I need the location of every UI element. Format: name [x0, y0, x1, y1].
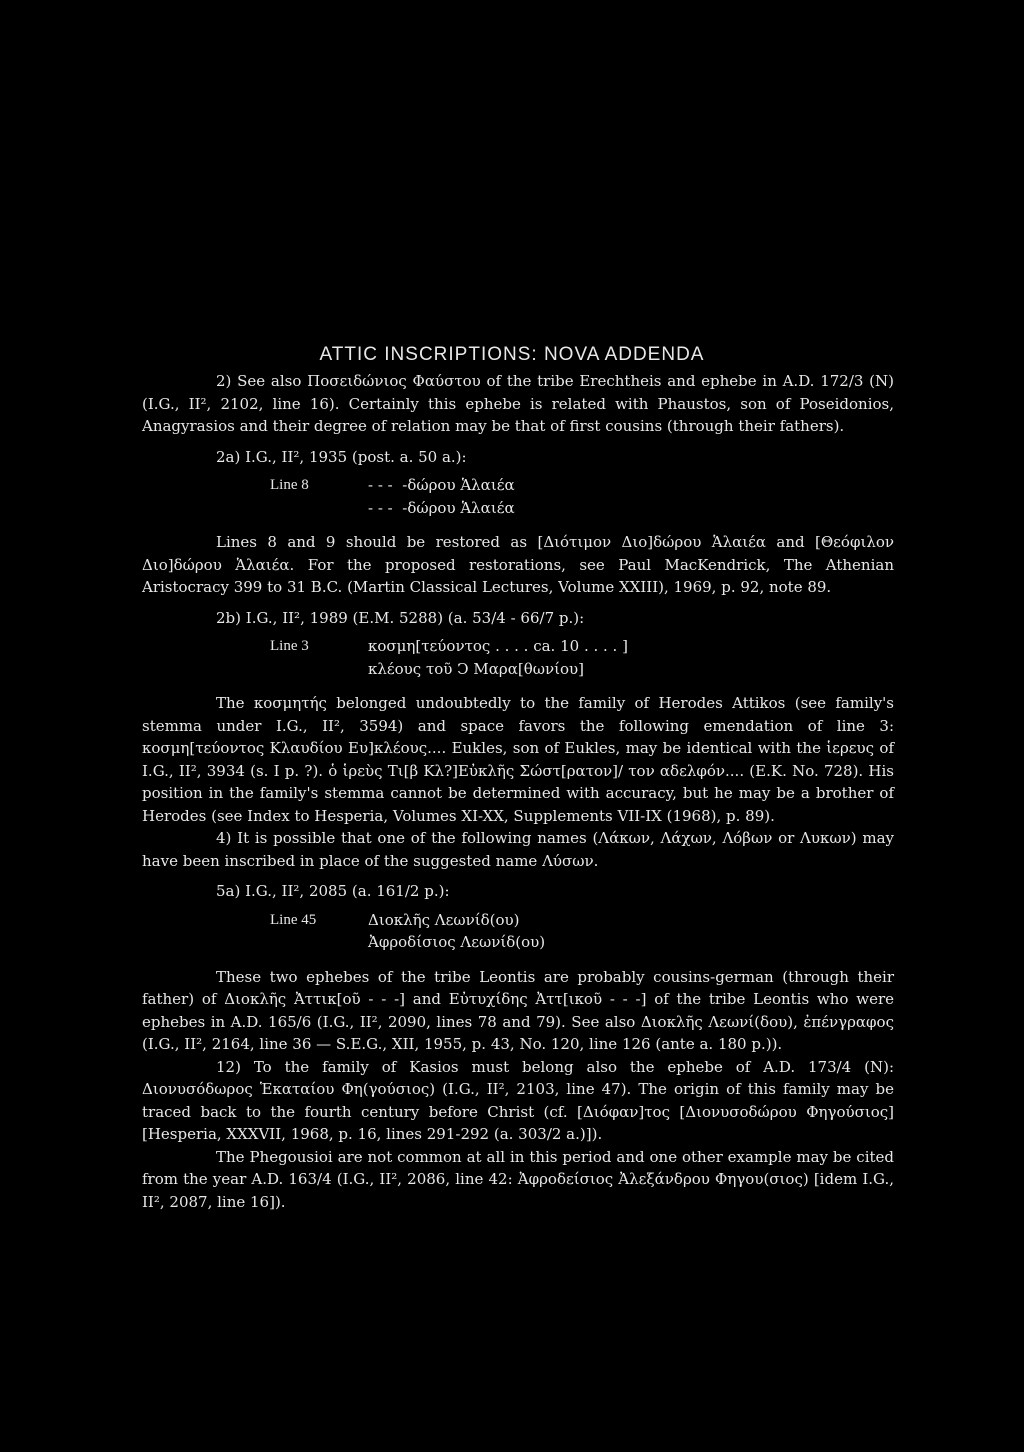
paragraph-2b: The κοσμητής belonged undoubtedly to the family of Herodes Attikos (see family's stemma under I.G., II², 3594) and space favors the following emendation of line 3: κοσμη[τεύοντος Κλαυδίου Ευ]κλέους.... Eukles, son of Eukles, may be identical with the ἱερευς of I.G., II², 3934 (s. I p. ?). ὁ ἱρεὺς Τι[β Κλ?]Εὐκλῆς Σώστ[ρατον]/ τον αδελφόν.... (E.K. No. 728). His position in the family's stemma cannot be determined with accuracy, but he may be a brother of Herodes (see Index to Hesperia, Volumes XI-XX, Supplements VII-IX (1968), p. 89).	[142, 694, 894, 825]
inscription-line: κοσμη[τεύοντος . . . . ca. 10 . . . . ]	[368, 637, 628, 655]
inscription-line: - - - -δώρου Ἁλαιέα	[368, 498, 515, 517]
inscription-line-label: Line 8	[270, 477, 309, 493]
reference-2b: 2b) I.G., II², 1989 (E.M. 5288) (a. 53/4 - 66/7 p.):	[216, 608, 585, 627]
reference-5a: 5a) I.G., II², 2085 (a. 161/2 p.):	[216, 882, 450, 900]
inscription-line-label: Line 3	[270, 638, 309, 654]
reference-2a: 2a) I.G., II², 1935 (post. a. 50 a.):	[216, 447, 467, 466]
inscription-line-label: Line 45	[270, 911, 317, 928]
paragraph-5a: These two ephebes of the tribe Leontis are probably cousins-german (through their father) of Διοκλῆς Ἀττικ[οῦ - - -] and Εὐτυχίδης Ἀττ[ικοῦ - - -] of the tribe Leontis who were ephebes in A.D. 165/6 (I.G., II², 2090, lines 78 and 79). See also Διοκλῆς Λεωνί(δου), ἐπένγραφος (I.G., II², 2164, line 36 — S.E.G., XII, 1955, p. 43, No. 120, line 126 (ante a. 180 p.)).	[142, 967, 894, 1053]
inscription-line: κλέους τοῦ Ͻ Μαρα[θωνίου]	[368, 659, 584, 678]
inscription-2a	[142, 474, 894, 519]
paragraph-12: 12) To the family of Kasios must belong also the ephebe of A.D. 173/4 (N): Διονυσόδωρος Ἑκαταίου Φη(γούσιος) (I.G., II², 2103, line 47). The origin of this family may be traced back to the fourth century before Christ (cf. [Διόφαν]τος [Διονυσοδώρου Φηγούσιος] [Hesperia, XXXVII, 1968, p. 16, lines 291-292 (a. 303/2 a.)]).	[142, 1057, 894, 1143]
paragraph-2a: Lines 8 and 9 should be restored as [Διότιμον Διο]δώρου Ἁλαιέα and [Θεόφιλον Διο]δώρου Ἁλαιέα. For the proposed restorations, see Paul MacKendrick, The Athenian Aristocracy 399 to 31 B.C. (Martin Classical Lectures, Volume XXIII), 1969, p. 92, note 89.	[142, 533, 894, 596]
inscription-line: Ἀφροδίσιος Λεωνίδ(ου)	[368, 933, 546, 951]
paragraph-12-continued: The Phegousioi are not common at all in this period and one other example may be cited from the year A.D. 163/4 (I.G., II², 2086, line 42: Ἀφροδείσιος Ἀλεξάνδρου Φηγου(σιος) [idem I.G., II², 2087, line 16]).	[142, 1147, 894, 1211]
inscription-line: - - - -δώρου Ἁλαιέα	[368, 476, 515, 494]
inscription-5a	[142, 909, 894, 954]
document-body	[142, 370, 894, 1213]
paragraph-2: 2) See also Ποσειδώνιος Φαύστου of the tribe Erechtheis and ephebe in A.D. 172/3 (N) (I.G., II², 2102, line 16). Certainly this ephebe is related with Phaustos, son of Poseidonios, Anagyrasios and their degree of relation may be that of first cousins (through their fathers).	[142, 372, 894, 435]
inscription-2b	[142, 635, 894, 680]
inscription-line: Διοκλῆς Λεωνίδ(ου)	[368, 910, 520, 929]
page-header: ATTIC INSCRIPTIONS: NOVA ADDENDA	[319, 344, 705, 365]
paragraph-4: 4) It is possible that one of the following names (Λάκων, Λάχων, Λόβων or Λυκων) may have been inscribed in place of the suggested name Λύσων.	[142, 829, 894, 870]
